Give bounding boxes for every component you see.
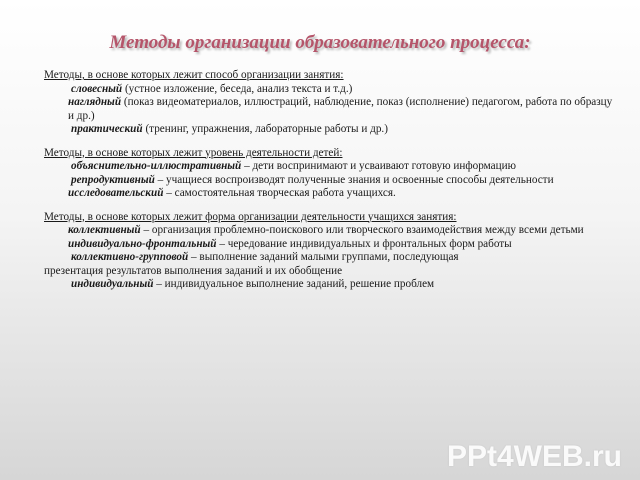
list-item (44, 251, 614, 265)
method-term: исследовательский (68, 187, 164, 199)
method-term: наглядный (68, 96, 122, 108)
method-term: словесный (71, 82, 123, 95)
method-description: – выполнение заданий малыми группами, последующая (188, 251, 459, 263)
method-term: коллективный (68, 224, 141, 236)
section-heading: Методы, в основе которых лежит форма организации деятельности учащихся занятия: (44, 210, 457, 223)
method-term: репродуктивный (71, 173, 155, 186)
section-organization-form (44, 211, 614, 292)
section-activity-level (44, 147, 614, 201)
list-item (44, 187, 614, 201)
method-term: индивидуальный (71, 278, 154, 290)
slide-content (44, 69, 614, 302)
method-description: – чередование индивидуальных и фронтальных форм работы (216, 237, 512, 250)
list-item (44, 238, 614, 252)
list-item (44, 83, 614, 97)
section-heading: Методы, в основе которых лежит уровень деятельности детей: (44, 146, 343, 159)
method-description: – учащиеся воспроизводят полученные знания и освоенные способы деятельности (154, 173, 554, 186)
list-item (44, 224, 614, 238)
method-description: презентация результатов выполнения заданий и их обобщение (44, 264, 343, 277)
list-item-continuation (44, 265, 614, 279)
section-heading: Методы, в основе которых лежит способ организации занятия: (44, 69, 344, 81)
list-item (44, 96, 614, 123)
method-term: практический (71, 123, 143, 135)
method-description: – дети воспринимают и усваивают готовую информацию (241, 160, 516, 172)
watermark-logo: PPt4WEB.ru (446, 440, 622, 473)
method-term: индивидуально-фронтальный (68, 237, 217, 250)
method-description: (тренинг, упражнения, лабораторные работы и др.) (142, 123, 388, 135)
section-organization-method (44, 69, 614, 137)
method-term: объяснительно-иллюстративный (71, 160, 242, 172)
method-description: (показ видеоматериалов, иллюстраций, наблюдение, показ (исполнение) педагогом, работа по образцу и др.) (68, 96, 613, 122)
list-item (44, 278, 614, 292)
method-description: (устное изложение, беседа, анализ текста и т.д.) (122, 82, 353, 95)
method-description: – самостоятельная творческая работа учащихся. (163, 187, 396, 199)
list-item (44, 123, 614, 137)
method-term: коллективно-групповой (71, 251, 189, 263)
list-item (44, 160, 614, 174)
method-description: – индивидуальное выполнение заданий, решение проблем (153, 278, 435, 290)
slide-title: Методы организации образовательного процесса: (109, 32, 531, 53)
list-item (44, 174, 614, 188)
method-description: – организация проблемно-поискового или творческого взаимодействия между всеми детьми (140, 224, 584, 236)
